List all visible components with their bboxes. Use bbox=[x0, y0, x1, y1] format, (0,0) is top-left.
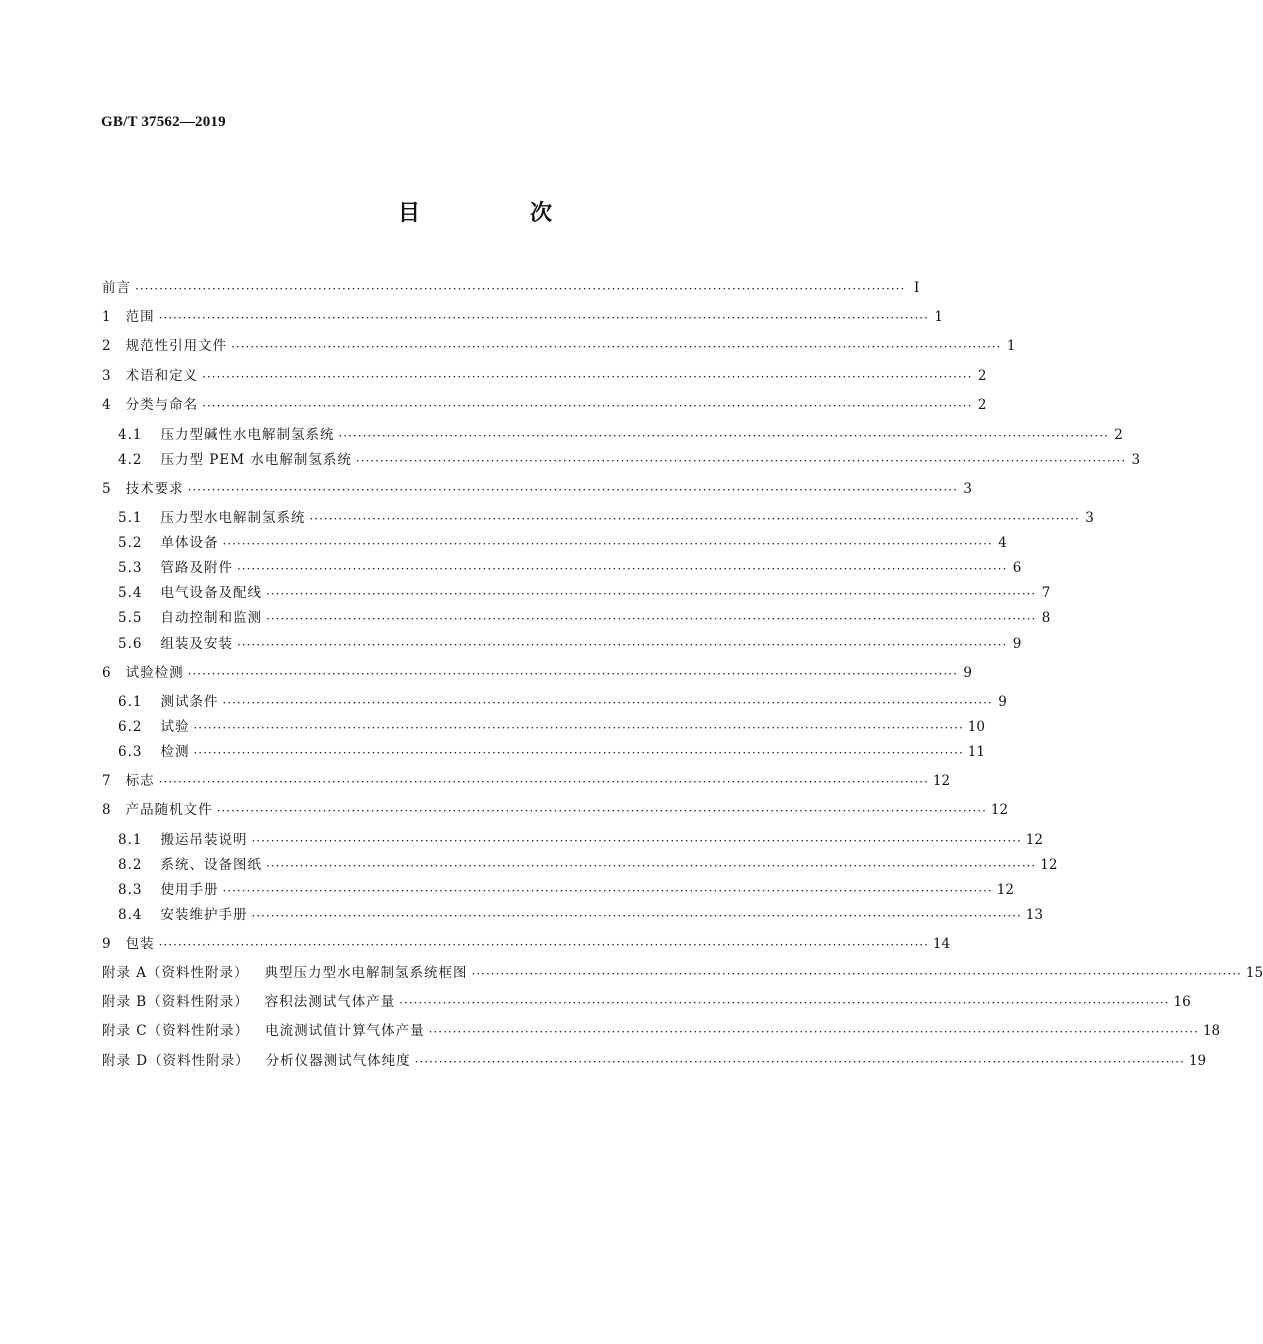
toc-entry-page: 3 bbox=[1131, 452, 1141, 468]
toc-entry-number: 5 bbox=[102, 481, 112, 497]
toc-entry-title: 系统、设备图纸 bbox=[160, 857, 262, 873]
toc-entry-title: 容积法测试气体产量 bbox=[264, 994, 396, 1010]
toc-entry[interactable] bbox=[118, 827, 1043, 849]
toc-entry-number: 4 bbox=[102, 397, 112, 413]
toc-entry[interactable] bbox=[102, 989, 1191, 1011]
toc-entry-number: 6.2 bbox=[118, 719, 143, 735]
toc-entry-number: 4.1 bbox=[118, 427, 143, 443]
toc-entry-page: 1 bbox=[1006, 338, 1016, 354]
document-code: GB/T 37562—2019 bbox=[101, 114, 226, 130]
toc-entry-number: 8.1 bbox=[118, 832, 143, 848]
toc-entry-page: 13 bbox=[1025, 907, 1043, 923]
toc-entry[interactable] bbox=[118, 580, 1051, 602]
toc-entry-number: 3 bbox=[102, 368, 112, 384]
toc-entry-number: 6.1 bbox=[118, 694, 143, 710]
toc-entry-page: 19 bbox=[1188, 1053, 1207, 1069]
toc-entry-page: 2 bbox=[977, 368, 987, 384]
dot-leader: ································································································································································ bbox=[158, 775, 929, 789]
toc-entry-number: 8 bbox=[102, 802, 112, 818]
toc-entry-number: 5.1 bbox=[118, 510, 143, 526]
toc-entry-title: 自动控制和监测 bbox=[160, 610, 262, 626]
toc-entry-title: 单体设备 bbox=[160, 535, 219, 551]
dot-leader: ································································································································································ bbox=[265, 859, 1037, 873]
toc-entry-number: 附录 B（资料性附录） bbox=[102, 994, 249, 1010]
toc-entry[interactable] bbox=[118, 447, 1141, 469]
dot-leader: ································································································································································ bbox=[158, 311, 929, 325]
dot-leader: ································································································································································ bbox=[222, 884, 993, 898]
toc-entry-title: 电流测试值计算气体产量 bbox=[265, 1023, 425, 1039]
toc-entry-title: 分类与命名 bbox=[125, 397, 199, 413]
toc-entry[interactable] bbox=[118, 530, 1007, 552]
toc-entry[interactable] bbox=[118, 714, 985, 736]
dot-leader: ································································································································································ bbox=[135, 282, 906, 296]
toc-entry-number: 9 bbox=[102, 936, 112, 952]
toc-entry-number: 1 bbox=[102, 309, 112, 325]
toc-entry-page: 11 bbox=[967, 744, 985, 760]
toc-entry-number: 附录 A（资料性附录） bbox=[102, 965, 249, 981]
dot-leader: ································································································································································ bbox=[202, 399, 973, 413]
toc-entry[interactable] bbox=[102, 1018, 1221, 1040]
toc-entry-number: 7 bbox=[102, 773, 112, 789]
dot-leader: ································································································································································ bbox=[158, 938, 929, 952]
toc-entry-number: 5.2 bbox=[118, 535, 143, 551]
toc-entry-page: 15 bbox=[1245, 965, 1263, 981]
toc-entry-page: 3 bbox=[1085, 510, 1094, 526]
toc-entry-number: 5.5 bbox=[118, 610, 143, 626]
toc-entry-number: 5.6 bbox=[118, 636, 143, 652]
toc-entry[interactable] bbox=[102, 392, 987, 414]
toc-entry-page: 16 bbox=[1173, 994, 1191, 1010]
toc-entry-title: 压力型水电解制氢系统 bbox=[160, 510, 306, 526]
dot-leader: ································································································································································ bbox=[193, 746, 964, 760]
dot-leader: ································································································································································ bbox=[399, 996, 1170, 1010]
dot-leader: ································································································································································ bbox=[471, 967, 1242, 981]
toc-entry-page: 1 bbox=[934, 309, 943, 325]
toc-entry-page: 12 bbox=[990, 802, 1009, 818]
toc-entry-page: 9 bbox=[998, 694, 1007, 710]
dot-leader: ································································································································································ bbox=[222, 696, 993, 710]
toc-entry-title: 压力型碱性水电解制氢系统 bbox=[160, 427, 335, 443]
dot-leader: ································································································································································ bbox=[414, 1055, 1185, 1069]
toc-entry-number: 6.3 bbox=[118, 744, 143, 760]
toc-entry-page: 12 bbox=[1040, 857, 1058, 873]
toc-title: 目 次 bbox=[397, 201, 596, 226]
toc-entry-page: 10 bbox=[967, 719, 985, 735]
toc-entry[interactable] bbox=[102, 960, 1263, 982]
toc-entry-title: 试验检测 bbox=[125, 665, 184, 681]
toc-entry-page: 12 bbox=[932, 773, 951, 789]
toc-entry-page: 14 bbox=[932, 936, 951, 952]
toc-entry-title: 规范性引用文件 bbox=[125, 338, 228, 354]
toc-entry-page: 8 bbox=[1041, 610, 1051, 626]
toc-entry-title: 管路及附件 bbox=[160, 560, 233, 576]
dot-leader: ································································································································································ bbox=[251, 834, 1022, 848]
toc-entry[interactable] bbox=[102, 768, 951, 790]
toc-entry-title: 典型压力型水电解制氢系统框图 bbox=[264, 965, 468, 981]
toc-entry-title: 压力型 PEM 水电解制氢系统 bbox=[160, 452, 352, 468]
dot-leader: ································································································································································ bbox=[265, 612, 1037, 626]
toc-entry-number: 4.2 bbox=[118, 452, 143, 468]
toc-entry-page: 12 bbox=[996, 882, 1014, 898]
dot-leader: ································································································································································ bbox=[236, 562, 1008, 576]
toc-entry[interactable] bbox=[102, 275, 920, 297]
toc-entry[interactable] bbox=[102, 333, 1016, 355]
toc-entry[interactable] bbox=[102, 1048, 1207, 1070]
toc-entry-page: 18 bbox=[1202, 1023, 1221, 1039]
toc-entry[interactable] bbox=[118, 689, 1007, 711]
dot-leader: ································································································································································ bbox=[265, 587, 1037, 601]
dot-leader: ································································································································································ bbox=[355, 454, 1127, 468]
toc-entry-page: Ⅰ bbox=[913, 280, 920, 296]
toc-entry[interactable] bbox=[118, 555, 1022, 577]
toc-entry-number: 2 bbox=[102, 338, 112, 354]
dot-leader: ································································································································································ bbox=[187, 483, 958, 497]
dot-leader: ································································································································································ bbox=[202, 370, 973, 384]
toc-entry-number: 5.3 bbox=[118, 560, 143, 576]
toc-entry-page: 7 bbox=[1041, 585, 1051, 601]
toc-entry[interactable] bbox=[102, 931, 951, 953]
toc-entry-title: 试验 bbox=[160, 719, 190, 735]
toc-entry-title: 范围 bbox=[125, 309, 155, 325]
toc-entry-title: 术语和定义 bbox=[125, 368, 199, 384]
dot-leader: ································································································································································ bbox=[222, 537, 993, 551]
dot-leader: ································································································································································ bbox=[338, 429, 1109, 443]
toc-entry-title: 组装及安装 bbox=[160, 636, 233, 652]
toc-entry-number: 8.3 bbox=[118, 882, 143, 898]
toc-entry-page: 3 bbox=[963, 481, 972, 497]
dot-leader: ································································································································································ bbox=[428, 1025, 1199, 1039]
toc-entry-title: 产品随机文件 bbox=[125, 802, 213, 818]
toc-entry[interactable] bbox=[118, 505, 1094, 527]
toc-entry[interactable] bbox=[118, 739, 985, 761]
toc-entry-title: 包装 bbox=[125, 936, 155, 952]
toc-entry[interactable] bbox=[102, 304, 943, 326]
toc-entry-title: 使用手册 bbox=[160, 882, 219, 898]
dot-leader: ································································································································································ bbox=[309, 512, 1080, 526]
toc-entry[interactable] bbox=[118, 605, 1051, 627]
dot-leader: ································································································································································ bbox=[187, 667, 958, 681]
toc-entry-number: 8.2 bbox=[118, 857, 143, 873]
toc-entry-title: 前言 bbox=[102, 280, 131, 296]
toc-entry[interactable] bbox=[118, 852, 1058, 874]
toc-entry-page: 2 bbox=[1114, 427, 1123, 443]
toc-entry-page: 9 bbox=[1012, 636, 1022, 652]
toc-entry[interactable] bbox=[102, 476, 972, 498]
toc-entry-number: 8.4 bbox=[118, 907, 143, 923]
toc-entry-page: 4 bbox=[998, 535, 1007, 551]
toc-entry-title: 技术要求 bbox=[125, 481, 184, 497]
toc-entry[interactable] bbox=[118, 902, 1043, 924]
toc-entry-title: 电气设备及配线 bbox=[160, 585, 262, 601]
dot-leader: ································································································································································ bbox=[231, 340, 1002, 354]
toc-entry-page: 6 bbox=[1012, 560, 1022, 576]
toc-entry[interactable] bbox=[102, 363, 987, 385]
toc-entry-page: 9 bbox=[963, 665, 972, 681]
toc-entry-page: 12 bbox=[1025, 832, 1043, 848]
dot-leader: ································································································································································ bbox=[193, 721, 964, 735]
toc-entry[interactable] bbox=[118, 877, 1014, 899]
toc-entry[interactable] bbox=[118, 631, 1022, 653]
toc-entry-number: 6 bbox=[102, 665, 112, 681]
toc-entry[interactable] bbox=[102, 797, 1009, 819]
dot-leader: ································································································································································ bbox=[216, 804, 987, 818]
toc-entry-number: 5.4 bbox=[118, 585, 143, 601]
toc-entry-title: 安装维护手册 bbox=[160, 907, 248, 923]
dot-leader: ································································································································································ bbox=[236, 638, 1008, 652]
dot-leader: ································································································································································ bbox=[251, 909, 1022, 923]
toc-entry-title: 分析仪器测试气体纯度 bbox=[265, 1053, 411, 1069]
toc-entry-title: 搬运吊装说明 bbox=[160, 832, 248, 848]
toc-entry-number: 附录 C（资料性附录） bbox=[102, 1023, 250, 1039]
toc-entry-number: 附录 D（资料性附录） bbox=[102, 1053, 250, 1069]
toc-entry-title: 标志 bbox=[125, 773, 155, 789]
toc-entry-title: 检测 bbox=[160, 744, 190, 760]
toc-entry[interactable] bbox=[102, 660, 972, 682]
toc-entry[interactable] bbox=[118, 422, 1123, 444]
toc-entry-page: 2 bbox=[977, 397, 987, 413]
toc-entry-title: 测试条件 bbox=[160, 694, 219, 710]
